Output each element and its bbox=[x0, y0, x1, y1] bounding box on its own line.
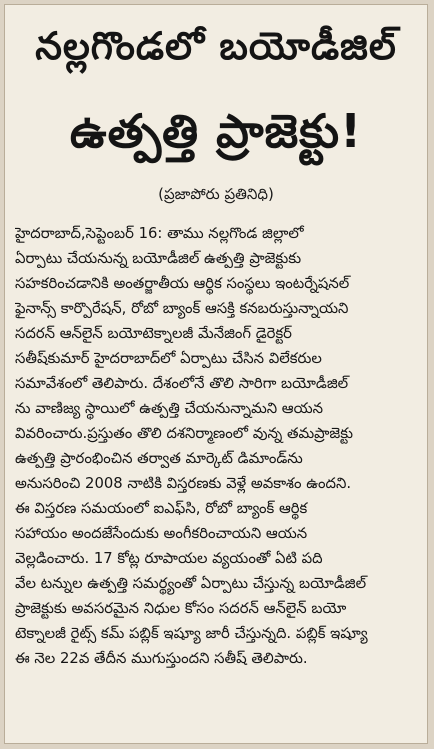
article-line: సదరన్ ఆన్‌లైన్ బయోటెక్నాలజీ మేనేజింగ్ డైరెక్టర్ bbox=[15, 325, 292, 343]
article-line: సహాయం అందజేసేందుకు అంగీకరించాయని ఆయన bbox=[15, 525, 308, 543]
article-line: హైదరాబాద్,సెప్టెంబర్ 16: తాము నల్లగొండ జిల్లాలో bbox=[15, 225, 304, 243]
article-line: వేల టన్నుల ఉత్పత్తి సమర్థ్యంతో ఏర్పాటు చేస్తున్న బయోడీజిల్ bbox=[15, 575, 367, 593]
article-line: ప్రాజెక్టుకు అవసరమైన నిధుల కోసం సదరన్ ఆన్‌లైన్ బయో bbox=[15, 600, 347, 618]
article-line: సతీష్‌కుమార్ హైదరాబాద్‌లో ఏర్పాటు చేసిన విలేకరుల bbox=[15, 350, 322, 368]
article-body bbox=[15, 221, 417, 671]
article-line: ను వాణిజ్య స్థాయిలో ఉత్పత్తి చేయనున్నామని ఆయన bbox=[15, 400, 324, 418]
article-line: వివరించారు.ప్రస్తుతం తొలి దశనిర్మాణంలో వున్న తమప్రాజెక్టు bbox=[15, 425, 354, 443]
headline-line-1: నల్లగొండలో బయోడీజిల్ bbox=[35, 24, 397, 68]
headline-line-2: ఉత్పత్తి ప్రాజెక్టు! bbox=[69, 103, 363, 158]
article-line: ఫైనాన్స్ కార్పొరేషన్, రోబో బ్యాంక్ ఆసక్తి కనబరుస్తున్నాయని bbox=[15, 300, 349, 318]
article-line: సహకరించడానికి అంతర్జాతీయ ఆర్థిక సంస్థలు ఇంటర్నేషనల్ bbox=[15, 275, 350, 293]
byline: (ప్రజాపోరు ప్రతినిధి) bbox=[158, 185, 274, 204]
newspaper-clipping bbox=[4, 4, 428, 744]
article-line: సమావేశంలో తెలిపారు. దేశంలోనే తొలి సారిగా బయోడీజిల్ bbox=[15, 375, 349, 393]
article-line: ఈ నెల 22వ తేదీన ముగుస్తుందని సతీష్ తెలిపారు. bbox=[15, 650, 308, 668]
article-line: టెక్నాలజీ రైట్స్ కమ్ పబ్లిక్ ఇష్యూ జారీ చేస్తున్నది. పబ్లిక్ ఇష్యూ bbox=[15, 625, 368, 643]
article-line: ఈ విస్తరణ సమయంలో ఐఎఫ్‌సి, రోబో బ్యాంక్ ఆర్థిక bbox=[15, 500, 308, 518]
article-line: ఉత్పత్తి ప్రారంభించిన తర్వాత మార్కెట్ డిమాండ్‌ను bbox=[15, 450, 303, 468]
article-line: అనుసరించి 2008 నాటికి విస్తరణకు వెళ్లే అవకాశం ఉందని. bbox=[15, 475, 352, 493]
article-line: వెల్లడించారు. 17 కోట్ల రూపాయల వ్యయంతో ఏటి పది bbox=[15, 550, 323, 568]
article-line: ఏర్పాటు చేయనున్న బయోడీజిల్ ఉత్పత్తి ప్రాజెక్టుకు bbox=[15, 250, 302, 268]
